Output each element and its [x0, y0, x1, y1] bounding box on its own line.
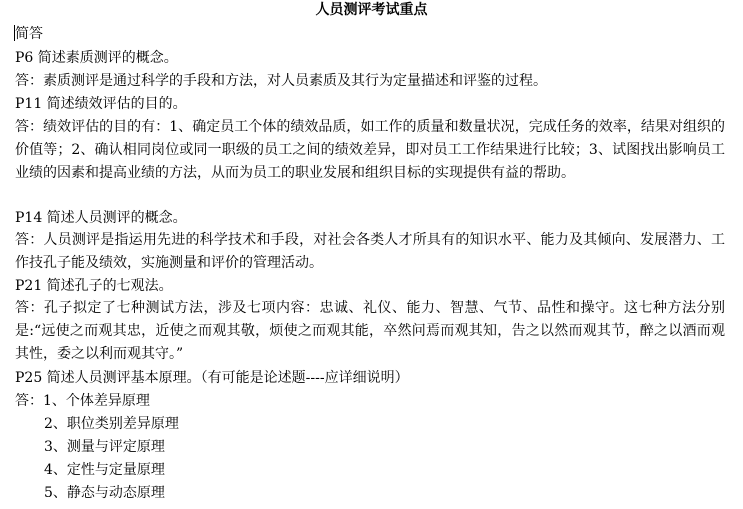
list-item: 2、职位类别差异原理: [44, 416, 179, 432]
question-p14: P14 简述人员测评的概念。: [15, 210, 187, 226]
question-p25: P25 简述人员测评基本原理。（有可能是论述题----应详细说明）: [15, 370, 409, 386]
answer-p21: 答：孔子拟定了七种测试方法，涉及七项内容：忠诚、礼仪、能力、智慧、气节、品性和操守。这七种方法分别是:“远使之而观其忠，近使之而观其敬，烦使之而观其能，卒然问焉而观其知，告之以然而观其节，醉之以酒而观其性，委之以利而观其守。”: [15, 300, 725, 362]
question-p11: P11 简述绩效评估的目的。: [15, 96, 187, 112]
question-p6: P6 简述素质测评的概念。: [15, 50, 178, 66]
answer-p25-lead: 答：1、个体差异原理: [15, 393, 150, 409]
answer-p6: 答：素质测评是通过科学的手段和方法，对人员素质及其行为定量描述和评鉴的过程。: [15, 73, 547, 89]
document-title: 人员测评考试重点: [315, 2, 428, 18]
section-heading: 简答: [15, 26, 43, 42]
question-p21: P21 简述孔子的七观法。: [15, 278, 173, 294]
answer-p14: 答：人员测评是指运用先进的科学技术和手段，对社会各类人才所具有的知识水平、能力及其倾向、发展潜力、工作技孔子能及绩效，实施测量和评价的管理活动。: [15, 232, 725, 271]
answer-p11: 答：绩效评估的目的有：1、确定员工个体的绩效品质，如工作的质量和数量状况，完成任务的效率，结果对组织的价值等；2、确认相同岗位或同一职级的员工之间的绩效差异，即对员工工作结果进行比较；3、试图找出影响员工业绩的因素和提高业绩的方法，从而为员工的职业发展和组织目标的实现提供有益的帮助。: [15, 119, 725, 181]
list-item: 3、测量与评定原理: [44, 439, 165, 455]
list-item: 5、静态与动态原理: [44, 485, 165, 501]
list-item: 4、定性与定量原理: [44, 462, 165, 478]
